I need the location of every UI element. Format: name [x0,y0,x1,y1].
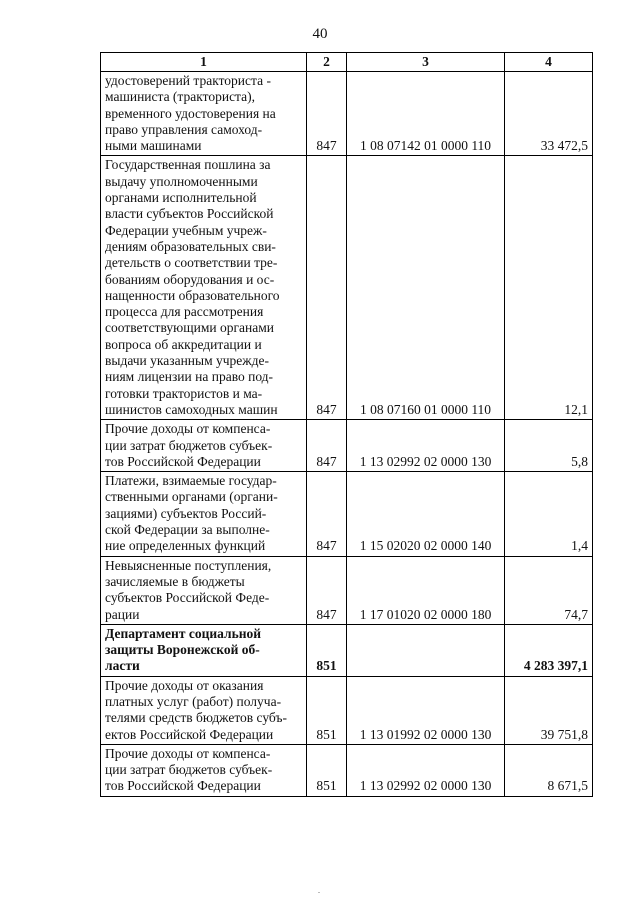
revenue-name-line: Прочие доходы от компенса- [105,421,271,437]
revenue-name-line: готовки трактористов и ма- [105,385,263,401]
revenue-name-line: ными машинами [105,138,202,154]
revenue-name-cell [101,472,307,556]
revenue-name-line: выдачу уполномоченными [105,173,258,189]
revenue-name-line: зачисляемые в бюджеты [105,573,245,589]
revenue-name-line: Департамент социальной [105,625,262,641]
revenue-name-line: тов Российской Федерации [105,453,261,469]
revenue-name-line: ской Федерации за выполне- [105,522,270,538]
administrator-code-cell: 847 [307,420,347,472]
revenue-name-line: зациями) субъектов Россий- [105,505,267,521]
amount-cell: 4 283 397,1 [505,624,593,676]
revenue-name-line: Невыясненные поступления, [105,557,272,573]
revenue-name-line: платных услуг (работ) получа- [105,693,282,709]
revenue-name-line: Прочие доходы от компенса- [105,745,271,761]
revenue-name-line: ние определенных функций [105,538,266,554]
table-row [101,156,593,420]
budget-classification-code-cell: 1 13 01992 02 0000 130 [347,676,505,744]
revenue-name-line: ции затрат бюджетов субъек- [105,437,273,453]
scan-speck [318,892,320,893]
revenue-name-line: власти субъектов Российской [105,206,274,222]
revenue-name-line: бованиям оборудования и ос- [105,271,275,287]
administrator-code-cell: 851 [307,676,347,744]
amount-cell: 74,7 [505,556,593,624]
column-header-4: 4 [505,53,593,72]
revenue-name-line: субъектов Российской Феде- [105,590,270,606]
budget-classification-code-cell: 1 08 07160 01 0000 110 [347,156,505,420]
revenue-name-line: соответствующими органами [105,320,274,336]
revenue-name-line: защиты Воронежской об- [105,642,260,658]
revenue-name-line: Платежи, взимаемые государ- [105,473,277,489]
revenue-name-line: вопроса об аккредитации и [105,336,262,352]
revenue-name-line: машиниста (тракториста), [105,89,255,105]
revenue-name-line: ектов Российской Федерации [105,726,274,742]
table-row [101,472,593,556]
amount-cell: 5,8 [505,420,593,472]
revenue-name-line: ции затрат бюджетов субъек- [105,762,273,778]
revenue-name-line: тов Российской Федерации [105,778,261,794]
revenue-name-line: рации [105,606,140,622]
revenue-name-line: выдачи указанным учрежде- [105,353,269,369]
revenue-name-cell [101,556,307,624]
revenue-name-line: временного удостоверения на [105,105,276,121]
table-row [101,556,593,624]
column-header-3: 3 [347,53,505,72]
revenue-name-line: органами исполнительной [105,190,257,206]
administrator-code-cell: 851 [307,624,347,676]
amount-cell: 33 472,5 [505,72,593,156]
amount-cell: 39 751,8 [505,676,593,744]
revenue-name-line: удостоверений тракториста - [105,73,271,88]
revenue-name-cell [101,744,307,796]
table-row [101,72,593,156]
revenue-name-cell [101,156,307,420]
revenue-name-line: Государственная пошлина за [105,157,271,173]
page-number: 40 [312,26,328,42]
revenue-name-cell [101,420,307,472]
revenue-name-line: Федерации учебным учреж- [105,222,267,238]
revenue-name-line: нащенности образовательного [105,287,280,303]
table-body [101,72,593,797]
revenue-name-cell [101,676,307,744]
revenue-name-cell [101,624,307,676]
revenue-name-line: детельств о соответствии тре- [105,255,278,271]
administrator-code-cell: 847 [307,72,347,156]
budget-revenue-table [100,52,593,797]
budget-classification-code-cell: 1 15 02020 02 0000 140 [347,472,505,556]
revenue-name-line: Прочие доходы от оказания [105,677,264,693]
administrator-code-cell: 847 [307,156,347,420]
budget-classification-code-cell: 1 13 02992 02 0000 130 [347,420,505,472]
administrator-code-cell: 847 [307,472,347,556]
revenue-name-line: процесса для рассмотрения [105,304,264,320]
table-row [101,744,593,796]
revenue-name-line: телями средств бюджетов субъ- [105,710,287,726]
budget-classification-code-cell: 1 13 02992 02 0000 130 [347,744,505,796]
table-row [101,676,593,744]
column-header-1: 1 [101,53,307,72]
table-row [101,624,593,676]
revenue-name-line: ласти [105,658,140,674]
table-header-row [101,53,593,72]
administrator-code-cell: 847 [307,556,347,624]
budget-classification-code-cell [347,624,505,676]
column-header-2: 2 [307,53,347,72]
table-row [101,420,593,472]
revenue-name-cell [101,72,307,156]
amount-cell: 8 671,5 [505,744,593,796]
budget-classification-code-cell: 1 17 01020 02 0000 180 [347,556,505,624]
amount-cell: 12,1 [505,156,593,420]
budget-classification-code-cell: 1 08 07142 01 0000 110 [347,72,505,156]
amount-cell: 1,4 [505,472,593,556]
revenue-name-line: дениям образовательных сви- [105,238,276,254]
revenue-name-line: ственными органами (органи- [105,489,278,505]
administrator-code-cell: 851 [307,744,347,796]
revenue-name-line: право управления самоход- [105,121,263,137]
revenue-name-line: ниям лицензии на право под- [105,369,274,385]
revenue-name-line: шинистов самоходных машин [105,401,278,417]
